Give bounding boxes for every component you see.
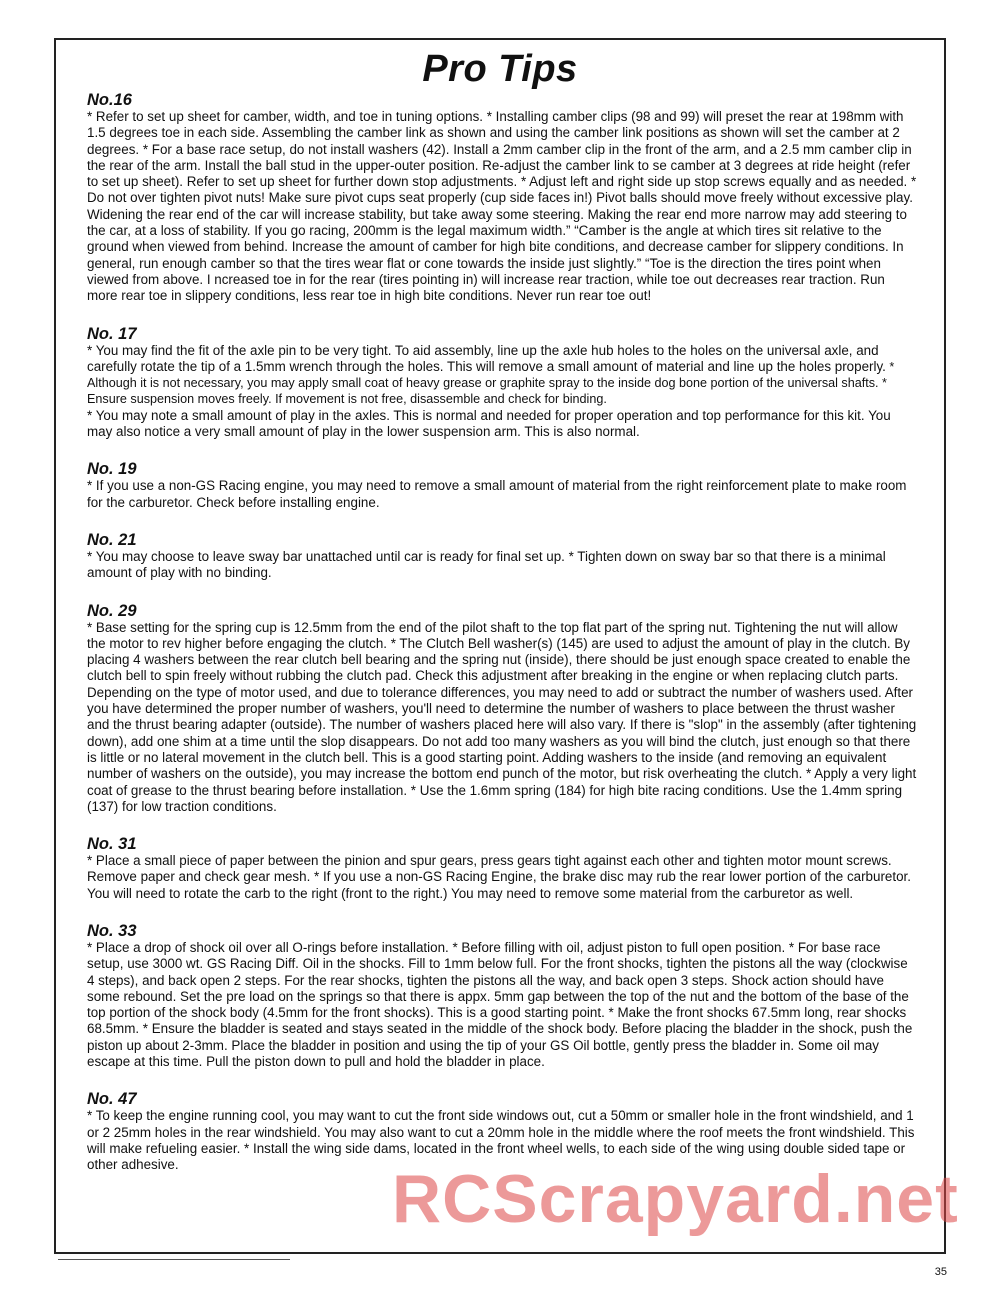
section-text: * Place a small piece of paper between the pinion and spur gears, press gears tight against each other and tighten motor mount screws. Remove paper and check gear mesh. * If you use a non-GS Racing Engine, the brake disc may rub the rear lower portion of the carburetor. You will need to rotate the carb to the right (front to the right.) You may need to remove some material from the carburetor as well. (87, 853, 911, 901)
section-heading: No. 33 (87, 921, 137, 940)
section-text: * If you use a non-GS Racing engine, you may need to remove a small amount of material from the right reinforcement plate to make room for the carburetor. Check before installing engine. (87, 478, 907, 510)
tip-section-33 (87, 922, 917, 1070)
tip-section-17 (87, 325, 917, 441)
watermark: RCScrapyard.net (392, 1161, 959, 1237)
section-heading: No. 17 (87, 324, 137, 343)
tip-section-31 (87, 835, 917, 902)
section-text (87, 343, 917, 408)
section-text: * To keep the engine running cool, you may want to cut the front side windows out, cut a 50mm or smaller hole in the front windshield, and 1 or 2 25mm holes in the rear windshield. You may also want to cut a 20mm hole in the middle where the roof meets the front windshield. This will make refueling easier. * Install the wing side dams, located in the front wheel wells, to each side of the wing using double sided tape or other adhesive. (87, 1108, 915, 1173)
section-heading: No. 21 (87, 530, 137, 549)
section-heading: No.16 (87, 91, 132, 109)
page-title: Pro Tips (422, 48, 578, 90)
section-text: * You may choose to leave sway bar unattached until car is ready for final set up. * Tighten down on sway bar so that there is a minimal amount of play with no binding. (87, 548, 886, 581)
section-heading: No. 31 (87, 835, 137, 854)
section-text-part-small: * Although it is not necessary, you may apply small coat of heavy grease or graphite spray to the inside dog bone portion of the universal shafts. * Ensure suspension moves freely. If movement is not free, disassemble and check for binding. (87, 359, 895, 407)
tip-section-29 (87, 602, 917, 816)
section-text: * You may note a small amount of play in the axles. This is normal and needed for proper operation and top performance for this kit. You may also notice a very small amount of play in the lower suspension arm. This is also normal. (87, 407, 891, 440)
section-text-part: * You may find the fit of the axle pin to be very tight. To aid assembly, line up the axle hub holes to the holes on the universal axle, and carefully rotate the tip of a 1.5mm wrench through the holes. This will remove a small amount of material and line up the holes properly. (87, 342, 886, 374)
section-text: * Base setting for the spring cup is 12.5mm from the end of the pilot shaft to the top flat part of the spring nut. Tightening the nut will allow the motor to rev higher before engaging the clutch. * The Clutch Bell washer(s) (145) are used to adjust the amount of play in the clutch. By placing 4 washers between the rear clutch bell bearing and the spring nut (inside), there should be just enough space created to enable the clutch bell to spin freely without rubbing the clutch pad. Check this adjustment after breaking in the engine or when replacing clutch parts. Depending on the type of motor used, and due to tolerance differences, you may need to add or subtract the number of washers used. After you have determined the proper number of washers, you'll need to determine the number of washers to place between the thrust washer and the thrust bearing adapter (outside). The number of washers placed here will also vary. If there is "slop" in the assembly (after tightening down), add one shim at a time until the slop disappears. Do not add too many washers as you will bind the clutch, just enough so that there is little or no lateral movement in the clutch bell. This is a good starting point. Adding washers to the inside (and removing an equivalent number of washers on the outside), you may increase the bottom end punch of the motor, but risk overheating the clutch. * Apply a very light coat of grease to the thrust bearing before installation. * Use the 1.6mm spring (184) for high bite racing conditions. Use the 1.4mm spring (137) for low traction conditions. (87, 619, 917, 814)
page-number: 35 (934, 1266, 947, 1278)
tip-section-16 (87, 91, 917, 305)
tip-section-19 (87, 460, 917, 511)
section-text: * Place a drop of shock oil over all O-rings before installation. * Before filling with oil, adjust piston to full open position. * For base race setup, use 3000 wt. GS Racing Diff. Oil in the shocks. Fill to 1mm below full. For the front shocks, tighten the pistons all the way (clockwise 4 steps), and back open 2 steps. For the rear shocks, tighten the pistons all the way, and back open 3 steps. Shock action should have some rebound. Set the pre load on the springs so that there is appx. 5mm gap between the top of the nut and the bottom of the base of the top portion of the shock body (4.5mm for the front shocks). This is a good starting point. * Make the front shocks 67.5mm long, rear shocks 68.5mm. * Ensure the bladder is seated and stays seated in the middle of the shock body. Before placing the bladder in the shock, push the piston up about 2-3mm. Place the bladder in position and using the tip of your GS Oil bottle, gently press the bladder in. Some oil may escape at this time. Pull the piston down to pull and hold the bladder in place. (87, 939, 913, 1070)
section-text: * Refer to set up sheet for camber, width, and toe in tuning options. * Installing camber clips (98 and 99) will preset the rear at 198mm with 1.5 degrees toe in each side. Assembling the camber link as shown and using the camber link positions as shown will set the camber at 2 degrees. * For a base race setup, do not install washers (42). Install a 2mm camber clip in the front of the arm, and a 2.5 mm camber clip in the rear of the arm. Install the ball stud in the upper-outer position. Re-adjust the camber link to se camber at 3 degrees at ride height (refer to set up sheet). Refer to set up sheet for further down stop adjustments. * Adjust left and right side up stop screws equally and as needed. * Do not over tighten pivot nuts! Make sure pivot cups seat properly (cup side faces in!) Pivot balls should move freely without excessive play. Widening the rear end of the car will increase stability, but take away some steering. Making the rear end more narrow may add steering to the car, at a loss of stability. If you go racing, 200mm is the legal maximum width.” “Camber is the angle at which tires sit relative to the ground when viewed from behind. Increase the amount of camber for high bite conditions, and decrease camber for slippery conditions. In general, run enough camber so that the tires wear flat or cone towards the inside just slightly.” “Toe is the direction the tires point when viewed from above. I ncreased toe in for the rear (tires pointing in) will increase rear traction, while toe out decreases rear traction. Run more rear toe in slippery conditions, less rear toe in high bite conditions. Never run rear toe out! (87, 109, 917, 304)
tips-content (87, 91, 917, 1174)
section-heading: No. 47 (87, 1090, 137, 1109)
tip-section-21 (87, 531, 917, 582)
section-heading: No. 29 (87, 601, 137, 620)
footer-rule (58, 1259, 290, 1260)
section-heading: No. 19 (87, 460, 137, 479)
